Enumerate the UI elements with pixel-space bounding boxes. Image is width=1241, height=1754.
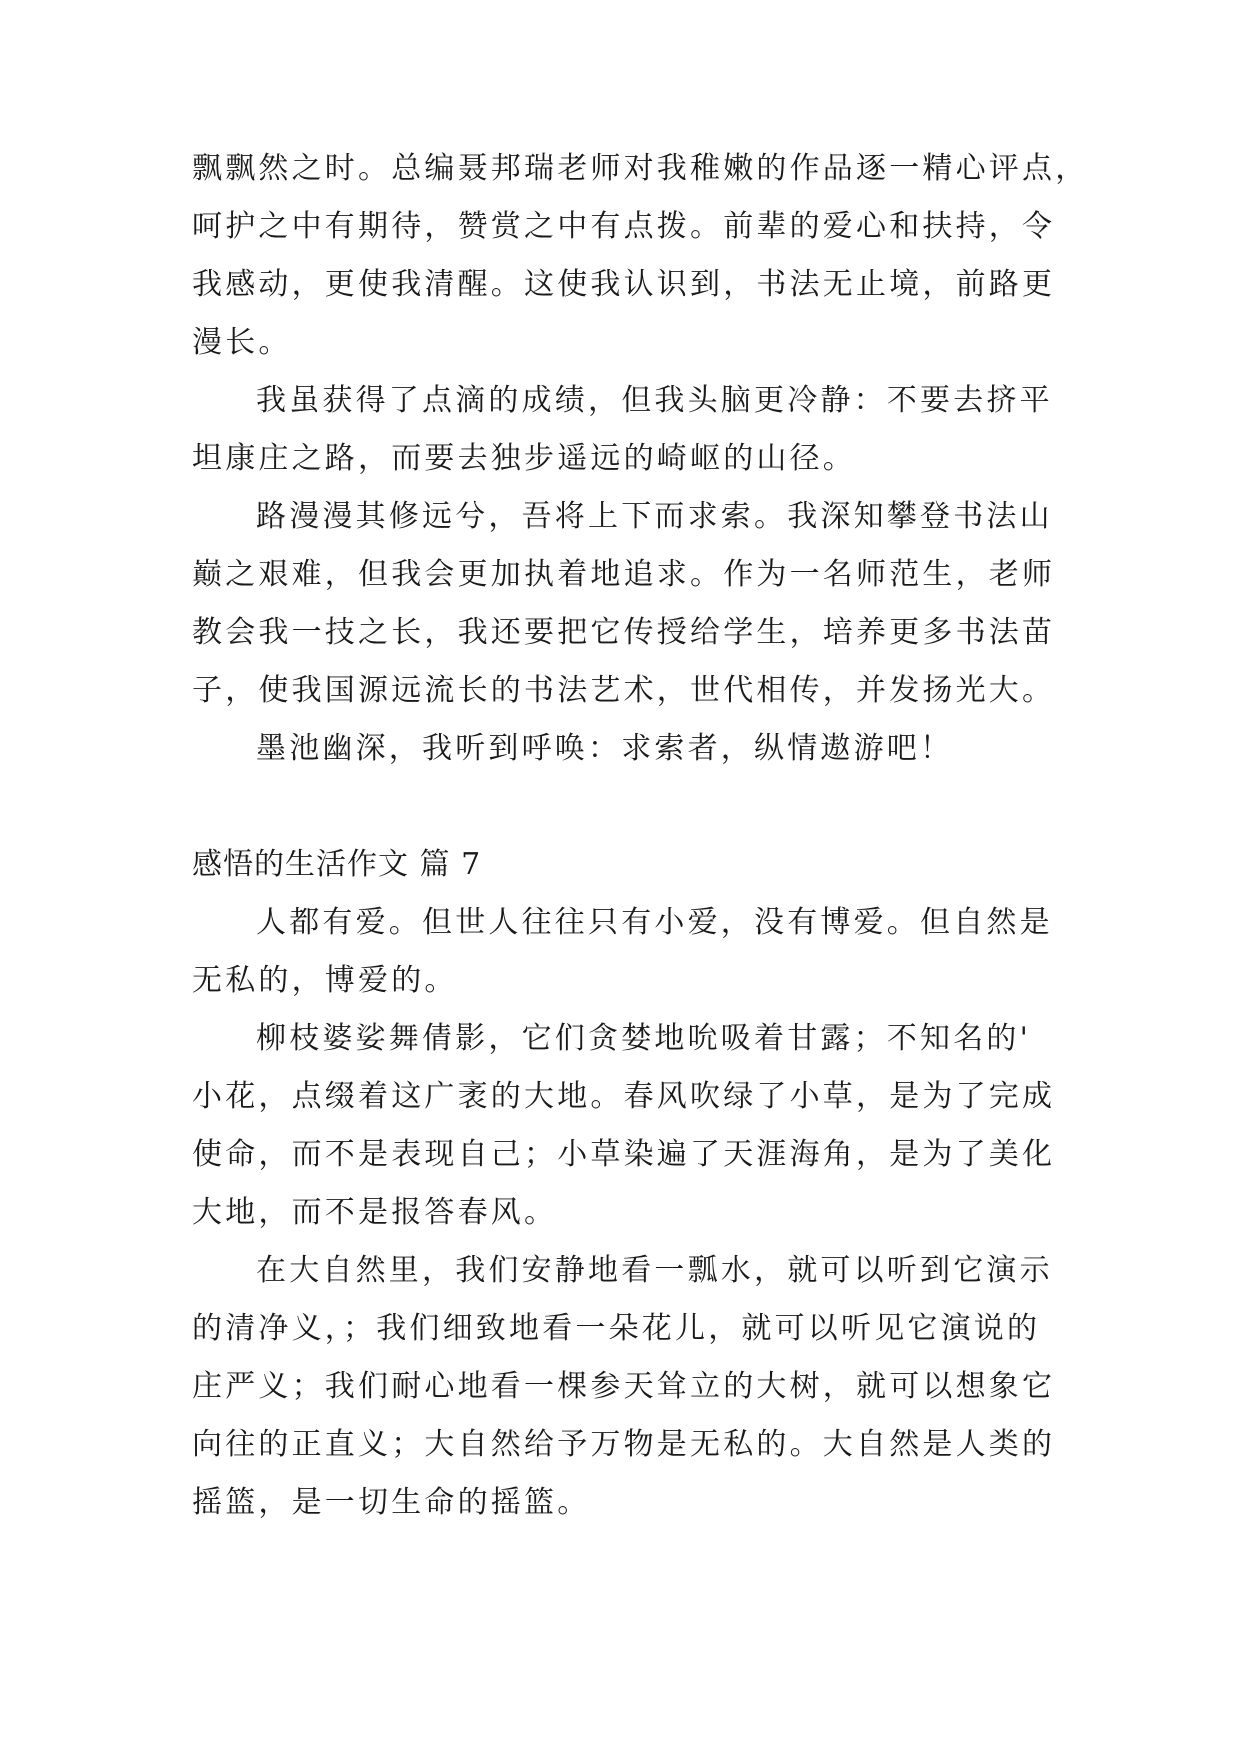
text-line: 路漫漫其修远兮，吾将上下而求索。我深知攀登书法山 — [256, 499, 1053, 534]
paragraph-continuation — [192, 140, 1089, 372]
text-line: 向往的正直义；大自然给予万物是无私的。大自然是人类的 — [192, 1427, 1056, 1462]
text-line: 使命，而不是表现自己；小草染遍了天涯海角，是为了美化 — [192, 1137, 1056, 1172]
paragraph — [192, 488, 1072, 720]
text-line: 无私的，博爱的。 — [192, 963, 458, 998]
text-line: 我虽获得了点滴的成绩，但我头脑更冷静：不要去挤平 — [256, 383, 1053, 418]
text-line: 子，使我国源远流长的书法艺术，世代相传，并发扬光大。 — [192, 673, 1056, 708]
text-line: 大地，而不是报答春风。 — [192, 1195, 558, 1230]
text-line: 的清净义，；我们细致地看一朵花儿，就可以听见它演说的 — [192, 1311, 1041, 1346]
section-title: 感悟的生活作文 篇 7 — [192, 847, 482, 882]
text-line: 飘飘然之时。总编聂邦瑞老师对我稚嫩的作品逐一精心评点， — [192, 151, 1089, 186]
paragraph — [192, 1242, 1072, 1532]
text-line: 漫长。 — [192, 325, 292, 360]
text-line: 在大自然里，我们安静地看一瓢水，就可以听到它演示 — [256, 1253, 1053, 1288]
paragraph — [192, 894, 1072, 1010]
text-line: 呵护之中有期待，赞赏之中有点拨。前辈的爱心和扶持，令 — [192, 209, 1056, 244]
paragraph — [192, 372, 1072, 488]
text-line: 巅之艰难，但我会更加执着地追求。作为一名师范生，老师 — [192, 557, 1056, 592]
document-body — [192, 140, 1089, 1532]
spacer — [192, 778, 1072, 836]
text-line: 墨池幽深，我听到呼唤：求索者，纵情遨游吧！ — [256, 731, 954, 766]
paragraph — [192, 720, 1072, 778]
text-line: 摇篮，是一切生命的摇篮。 — [192, 1485, 591, 1520]
text-line: 庄严义；我们耐心地看一棵参天耸立的大树，就可以想象它 — [192, 1369, 1056, 1404]
text-line: 我感动，更使我清醒。这使我认识到，书法无止境，前路更 — [192, 267, 1056, 302]
text-line: 小花，点缀着这广袤的大地。春风吹绿了小草，是为了完成 — [192, 1079, 1056, 1114]
text-line: 教会我一技之长，我还要把它传授给学生，培养更多书法苗 — [192, 615, 1056, 650]
text-line: 柳枝婆娑舞倩影，它们贪婪地吮吸着甘露；不知名的' — [256, 1021, 1032, 1056]
text-line: 人都有爱。但世人往往只有小爱，没有博爱。但自然是 — [256, 905, 1053, 940]
text-line: 坦康庄之路，而要去独步遥远的崎岖的山径。 — [192, 441, 856, 476]
paragraph — [192, 1010, 1072, 1242]
